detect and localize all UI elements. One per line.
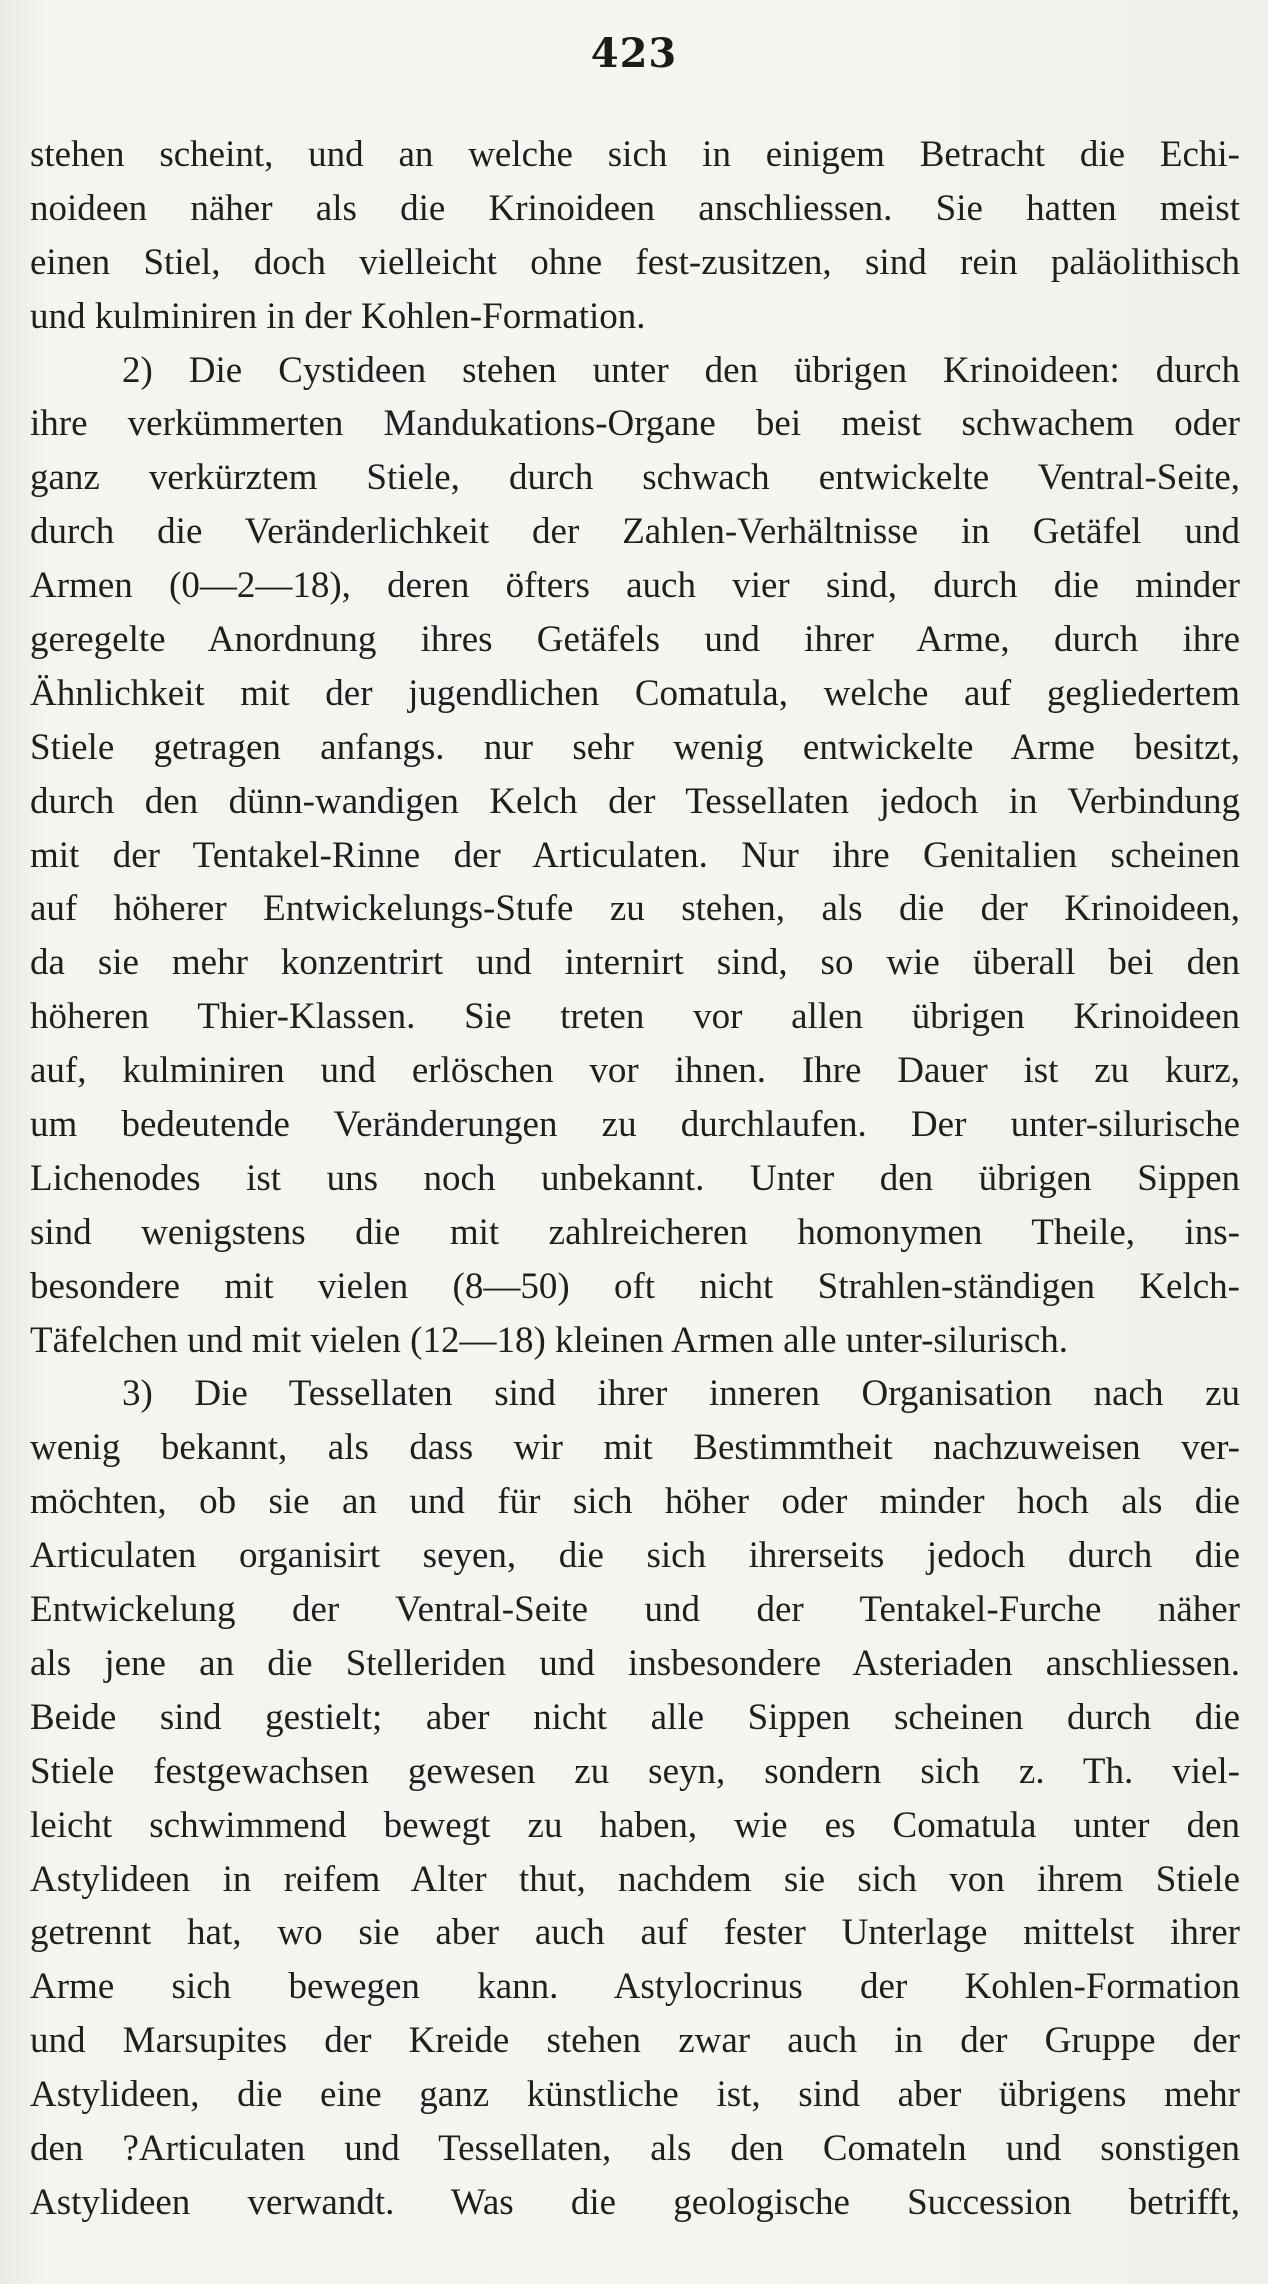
text-line: möchten, ob sie an und für sich höher oder minder hoch als die: [30, 1481, 1240, 1523]
text-line: und kulminiren in der Kohlen-Formation.: [30, 295, 646, 337]
text-line: Armen (0—2—18), deren öfters auch vier sind, durch die minder: [30, 565, 1240, 607]
text-line: durch die Veränderlichkeit der Zahlen-Verhältnisse in Getäfel und: [30, 511, 1240, 553]
text-line: besondere mit vielen (8—50) oft nicht Strahlen-ständigen Kelch-: [30, 1265, 1240, 1307]
text-line: Täfelchen und mit vielen (12—18) kleinen Armen alle unter-silurisch.: [30, 1319, 1069, 1361]
text-line: leicht schwimmend bewegt zu haben, wie es Comatula unter den: [30, 1804, 1240, 1846]
text-line: mit der Tentakel-Rinne der Articulaten. Nur ihre Genitalien scheinen: [30, 834, 1240, 876]
text-line: auf, kulminiren und erlöschen vor ihnen. Ihre Dauer ist zu kurz,: [30, 1050, 1240, 1092]
text-line: den ?Articulaten und Tessellaten, als den Comateln und sonstigen: [30, 2127, 1240, 2169]
text-line: auf höherer Entwickelungs-Stufe zu stehen, als die der Krinoideen,: [30, 888, 1240, 930]
text-line: durch den dünn-wandigen Kelch der Tessellaten jedoch in Verbindung: [30, 780, 1240, 822]
text-line: Stiele getragen anfangs. nur sehr wenig entwickelte Arme besitzt,: [30, 726, 1240, 768]
text-line: höheren Thier-Klassen. Sie treten vor allen übrigen Krinoideen: [30, 996, 1240, 1038]
text-line: Arme sich bewegen kann. Astylocrinus der Kohlen-Formation: [30, 1966, 1240, 2008]
text-line: sind wenigstens die mit zahlreicheren homonymen Theile, ins-: [30, 1211, 1240, 1253]
text-line: stehen scheint, und an welche sich in einigem Betracht die Echi-: [30, 134, 1240, 175]
text-line: ganz verkürztem Stiele, durch schwach entwickelte Ventral-Seite,: [30, 457, 1240, 499]
text-line: 2) Die Cystideen stehen unter den übrigen Krinoideen: durch: [122, 349, 1240, 391]
text-line: um bedeutende Veränderungen zu durchlaufen. Der unter-silurische: [30, 1104, 1240, 1146]
text-line: 3) Die Tessellaten sind ihrer inneren Organisation nach zu: [122, 1373, 1240, 1415]
text-line: Lichenodes ist uns noch unbekannt. Unter den übrigen Sippen: [30, 1157, 1240, 1199]
text-line: Astylideen in reifem Alter thut, nachdem sie sich von ihrem Stiele: [30, 1858, 1240, 1900]
text-line: Ähnlichkeit mit der jugendlichen Comatula, welche auf gegliedertem: [30, 672, 1240, 714]
text-line: Astylideen verwandt. Was die geologische Succession betrifft,: [30, 2181, 1240, 2223]
text-line: einen Stiel, doch vielleicht ohne fest-zusitzen, sind rein paläolithisch: [30, 241, 1240, 283]
text-line: Astylideen, die eine ganz künstliche ist, sind aber übrigens mehr: [30, 2074, 1240, 2116]
page-number: 423: [590, 30, 678, 77]
body-text: [30, 128, 1240, 2230]
text-line: ihre verkümmerten Mandukations-Organe bei meist schwachem oder: [30, 403, 1240, 445]
text-line: geregelte Anordnung ihres Getäfels und ihrer Arme, durch ihre: [30, 619, 1240, 661]
text-line: da sie mehr konzentrirt und internirt sind, so wie überall bei den: [30, 942, 1240, 984]
text-line: noideen näher als die Krinoideen anschliessen. Sie hatten meist: [30, 187, 1240, 229]
text-line: wenig bekannt, als dass wir mit Bestimmtheit nachzuweisen ver-: [30, 1427, 1240, 1469]
text-line: getrennt hat, wo sie aber auch auf fester Unterlage mittelst ihrer: [30, 1912, 1240, 1954]
text-line: Stiele festgewachsen gewesen zu seyn, sondern sich z. Th. viel-: [30, 1750, 1240, 1792]
text-line: und Marsupites der Kreide stehen zwar auch in der Gruppe der: [30, 2020, 1240, 2062]
text-line: als jene an die Stelleriden und insbesondere Asteriaden anschliessen.: [30, 1642, 1240, 1684]
text-line: Entwickelung der Ventral-Seite und der Tentakel-Furche näher: [30, 1589, 1240, 1631]
text-line: Articulaten organisirt seyen, die sich ihrerseits jedoch durch die: [30, 1535, 1240, 1577]
text-line: Beide sind gestielt; aber nicht alle Sippen scheinen durch die: [30, 1696, 1240, 1738]
